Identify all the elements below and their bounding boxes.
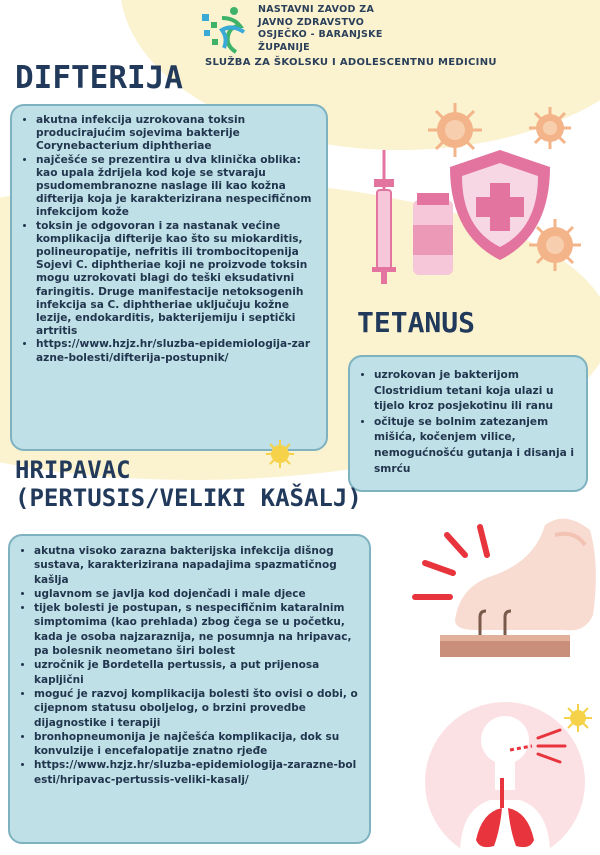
difterija-box — [10, 104, 328, 451]
service-name: SLUŽBA ZA ŠKOLSKU I ADOLESCENTNU MEDICINU — [205, 57, 497, 68]
list-item: • bronhopneumonija je najčešća komplikacija, dok su konvulzije i encefalopatije znatno rjeđe — [34, 730, 361, 759]
institution-name — [258, 4, 383, 54]
foot-nail-illustration — [395, 505, 600, 675]
list-item: • najčešće se prezentira u dva klinička oblika: kao upala ždrijela kod koje se stvaraju psudomembranozne naslage ili kao kožna difterija koja je karakterizirana nespecifičnom infekcijom kože — [36, 154, 316, 220]
list-item: • očituje se bolnim zatezanjem mišića, kočenjem vilice, nemogućnošću gutanja i disanja i smrću — [374, 415, 578, 477]
virus-icon — [428, 103, 482, 157]
vial-icon — [413, 193, 453, 275]
difterija-title: DIFTERIJA — [15, 60, 183, 96]
difterija-link[interactable]: https://www.hzjz.hr/sluzba-epidemiologija-zarazne-bolesti/difterija-postupnik/ — [36, 338, 311, 364]
list-item: • akutna infekcija uzrokovana toksin producirajućim sojevima bakterije Corynebacterium diphtheriae — [36, 114, 316, 154]
hripavac-title — [15, 456, 362, 512]
list-item: • uzročnik je Bordetella pertussis, a put prijenosa kapljični — [34, 658, 361, 687]
list-item: • toksin je odgovoran i za nastanak većine komplikacija difterije kao što su miokarditis, polineuropatije, nefritis ili trombocitopenija Sojevi C. diphtheriae koji ne proizvode toksin mogu uzrokovati blagi do teški eksudativni faringitis. Druge manifestacije netoksogenih infekcija sa C. diphtheriae uključuju kožne lezije, endokarditis, bakteriјemiju i septički artritis — [36, 220, 316, 339]
lungs-illustration — [420, 690, 590, 855]
hripavac-title-line2: (PERTUSIS/VELIKI KAŠALJ) — [15, 484, 362, 512]
institution-logo — [200, 4, 250, 54]
list-item: • tijek bolesti je postupan, s nespecifičnim kataralnim simptomima (kao prehlada) zbog čega se u početku, kada je osoba najzaraznija, ne posumnja na hripavac, pa bolesnik neometano širi bolest — [34, 601, 361, 658]
hripavac-link[interactable]: https://www.hzjz.hr/sluzba-epidemiologija-zarazne-bolesti/hripavac-pertussis-veliki-kasalj/ — [34, 759, 357, 786]
virus-icon — [529, 107, 571, 149]
institution-line: JAVNO ZDRAVSTVO — [258, 16, 365, 28]
list-item: • moguć je razvoj komplikacija bolesti što ovisi o dobi, o cijepnom statusu oboljelog, o brzini provedbe dijagnostike i terapiji — [34, 687, 361, 730]
tetanus-box — [348, 355, 588, 492]
list-item: • uglavnom se javlja kod dojenčadi i male djece — [34, 587, 361, 601]
list-item — [36, 338, 316, 364]
virus-icon — [529, 219, 581, 271]
tetanus-title: TETANUS — [357, 306, 476, 339]
institution-line: NASTAVNI ZAVOD ZA — [258, 4, 375, 15]
institution-line: ŽUPANIJE — [258, 41, 310, 53]
hripavac-box — [8, 534, 371, 844]
list-item: • akutna visoko zarazna bakterijska infekcija dišnog sustava, karakterizirana napadajima spazmatičnog kašlja — [34, 544, 361, 587]
institution-line: OSJEČKO - BARANJSKE — [258, 29, 383, 40]
syringe-icon — [372, 150, 396, 284]
list-item: • uzrokovan je bakterijom Clostridium tetani koja ulazi u tijelo kroz posjekotinu ili ranu — [374, 368, 578, 415]
hripavac-title-line1: HRIPAVAC — [15, 456, 131, 484]
vaccine-shield-illustration — [345, 95, 595, 300]
list-item — [34, 758, 361, 787]
